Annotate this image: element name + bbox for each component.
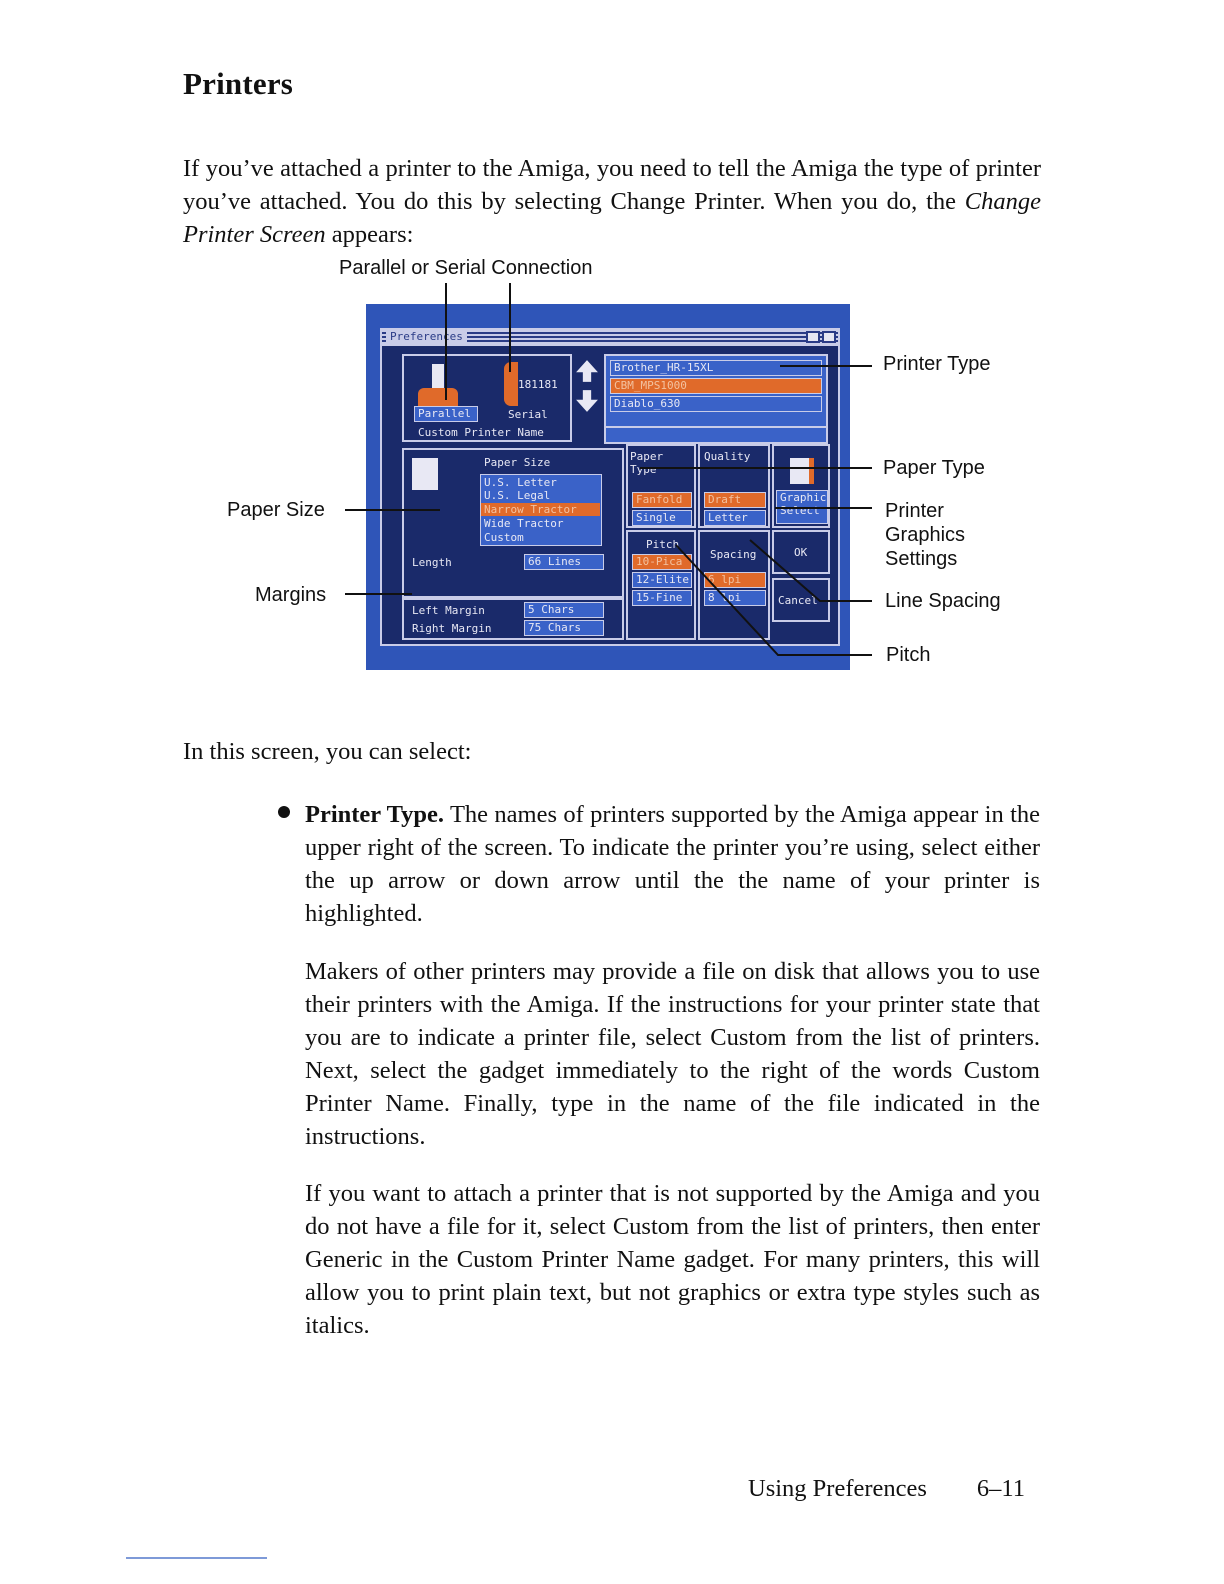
ok-label: OK bbox=[794, 546, 808, 559]
callout-margins: Margins bbox=[255, 584, 327, 606]
page-title: Printers bbox=[183, 66, 294, 101]
single-button[interactable]: Single bbox=[632, 510, 692, 526]
intro-text-1: If you’ve attached a printer to the Amiga, you need to tell the Amiga the type of printer you’ve attached. You do this by selecting Change Printer. When you do, the bbox=[183, 155, 1041, 215]
paper-size-option[interactable]: Wide Tractor bbox=[484, 517, 564, 530]
custom-printer-name-label: Custom Printer Name bbox=[418, 426, 544, 439]
paper-size-label: Paper Size bbox=[484, 456, 551, 469]
select-intro bbox=[183, 735, 1041, 768]
graphic-select-line2: Select bbox=[780, 504, 820, 517]
paper-type-label: Paper Type bbox=[630, 450, 664, 476]
pitch-option[interactable]: 15-Fine bbox=[632, 590, 692, 606]
paper-size-option[interactable]: Custom bbox=[484, 531, 524, 544]
line-spacing-leader bbox=[750, 540, 872, 601]
cancel-label: Cancel bbox=[778, 594, 818, 607]
printer-list-item[interactable]: Brother_HR-15XL bbox=[610, 360, 822, 376]
serial-port-number: 181181 bbox=[518, 378, 558, 391]
callout-connection: Parallel or Serial Connection bbox=[339, 257, 593, 279]
callout-paper-size: Paper Size bbox=[227, 499, 325, 521]
graphic-select-line1: Graphic bbox=[780, 491, 827, 504]
pitch-option-selected[interactable]: 10-Pica bbox=[632, 554, 692, 570]
right-margin-label: Right Margin bbox=[412, 622, 492, 635]
printer-list-item[interactable]: Diablo_630 bbox=[610, 396, 822, 412]
paper-size-option-selected[interactable]: Narrow Tractor bbox=[481, 503, 600, 516]
printer-type-bullet bbox=[305, 798, 1040, 930]
paper-size-option[interactable]: U.S. Letter bbox=[484, 476, 557, 489]
serial-button[interactable]: Serial bbox=[508, 408, 548, 421]
page-footer bbox=[748, 1475, 1025, 1503]
draft-button[interactable]: Draft bbox=[704, 492, 766, 508]
page-number: 6–11 bbox=[976, 1475, 1026, 1502]
length-input[interactable]: 66 Lines bbox=[524, 554, 604, 570]
callout-printer-type: Printer Type bbox=[883, 353, 991, 375]
left-margin-label: Left Margin bbox=[412, 604, 485, 617]
intro-text-2: appears: bbox=[325, 221, 414, 248]
printer-list-item-selected[interactable]: CBM_MPS1000 bbox=[610, 378, 822, 394]
callout-leader-lines bbox=[0, 0, 1224, 700]
callout-graphics-line2: Graphics bbox=[885, 524, 966, 546]
paper-size-option[interactable]: U.S. Legal bbox=[484, 489, 551, 502]
callout-graphics-line1: Printer bbox=[885, 500, 944, 522]
bullet-text: The names of printers supported by the Amiga appear in the upper right of the screen. To indicate the printer you’re using, select either the up arrow or down arrow until the the name of your printer is highlighted. bbox=[305, 801, 1040, 927]
pitch-option[interactable]: 12-Elite bbox=[632, 572, 692, 588]
makers-paragraph bbox=[305, 955, 1040, 1153]
window-title: Preferences bbox=[386, 330, 467, 344]
left-margin-input[interactable]: 5 Chars bbox=[524, 602, 604, 618]
select-intro-text: In this screen, you can select: bbox=[183, 738, 472, 765]
parallel-button[interactable]: Parallel bbox=[414, 406, 478, 422]
length-label: Length bbox=[412, 556, 452, 569]
right-margin-input[interactable]: 75 Chars bbox=[524, 620, 604, 636]
intro-screen-name: Change Printer Screen bbox=[183, 188, 1041, 248]
spacing-option-selected[interactable]: 6 lpi bbox=[704, 572, 766, 588]
makers-text: Makers of other printers may provide a file on disk that allows you to use their printers with the Amiga. If the instructions for your printer state that you are to indicate a printer file, select Custom from the list of printers. Next, select the gadget immediately to the right of the words Custom Printer Name. Finally, type in the name of the file indicated in the instructions. bbox=[305, 958, 1040, 1150]
spacing-label: Spacing bbox=[710, 548, 757, 561]
callout-line-spacing: Line Spacing bbox=[885, 590, 1001, 612]
callout-paper-type: Paper Type bbox=[883, 457, 985, 479]
letter-button[interactable]: Letter bbox=[704, 510, 766, 526]
callout-pitch: Pitch bbox=[886, 644, 931, 666]
generic-text: If you want to attach a printer that is not supported by the Amiga and you do not have a file for it, select Custom from the list of printers, then enter Generic in the Custom Printer Name gadget. For many printers, this will allow you to print plain text, but not graphics or extra type styles such as italics. bbox=[305, 1180, 1040, 1339]
generic-paragraph bbox=[305, 1177, 1040, 1342]
fanfold-button[interactable]: Fanfold bbox=[632, 492, 692, 508]
footer-section: Using Preferences bbox=[748, 1475, 927, 1502]
scan-mark bbox=[126, 1557, 267, 1559]
bullet-heading: Printer Type. bbox=[305, 801, 445, 828]
pitch-label: Pitch bbox=[646, 538, 680, 551]
quality-label: Quality bbox=[704, 450, 751, 463]
callout-graphics-line3: Settings bbox=[885, 548, 958, 570]
bullet-icon bbox=[278, 806, 290, 818]
spacing-option[interactable]: 8 lpi bbox=[704, 590, 766, 606]
